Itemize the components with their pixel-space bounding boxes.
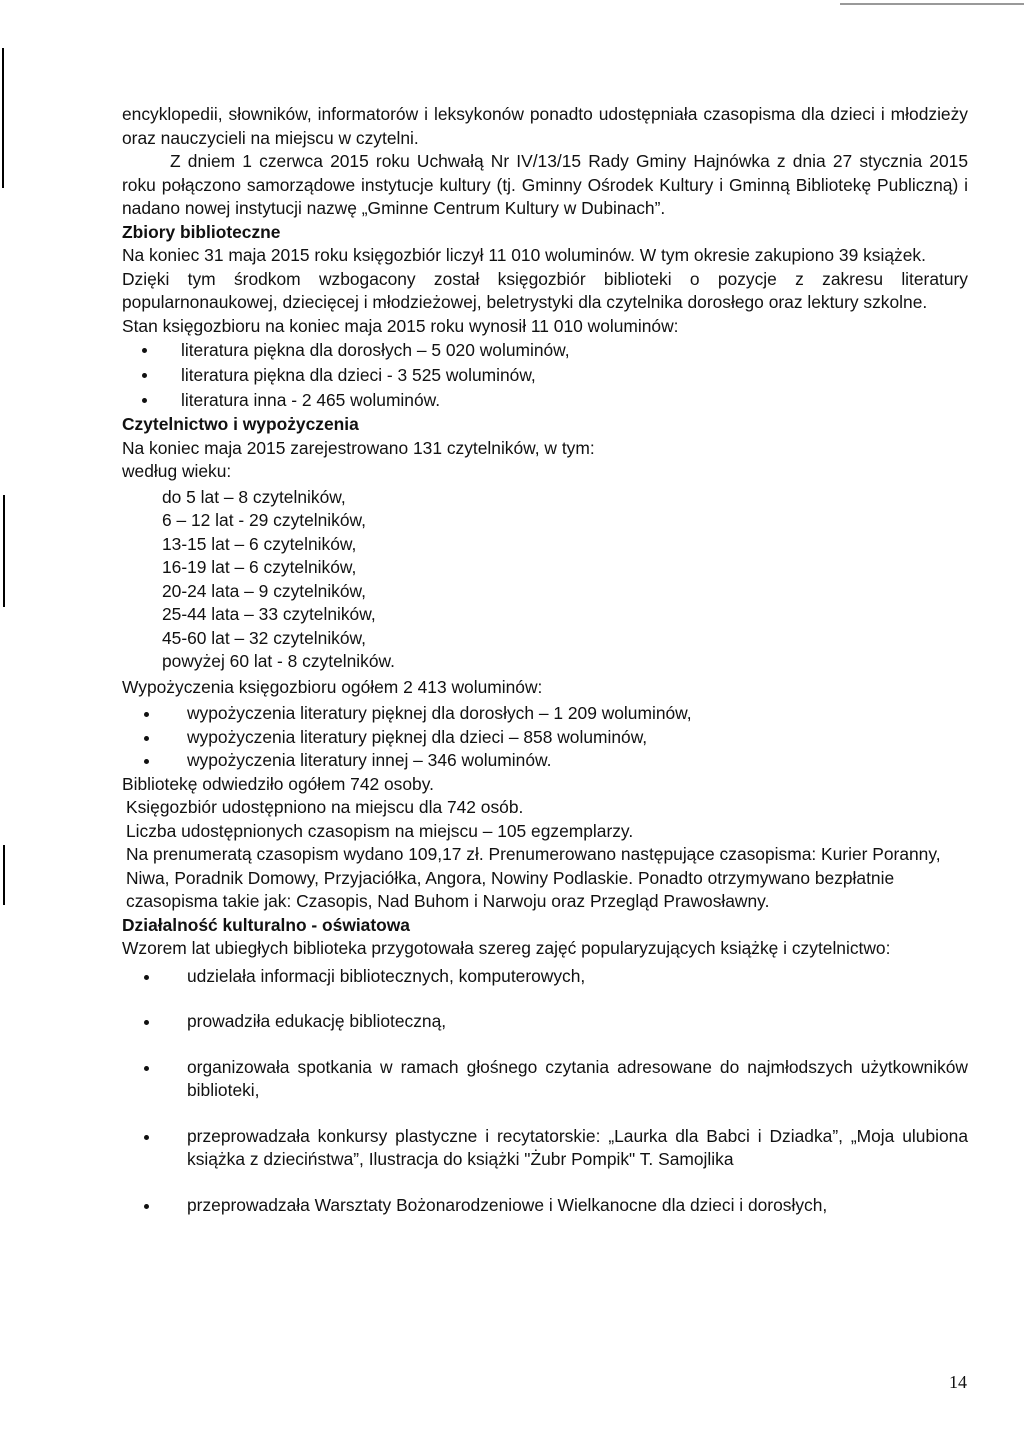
merger-paragraph: Z dniem 1 czerwca 2015 roku Uchwałą Nr IV/13/15 Rady Gminy Hajnówka z dnia 27 stycznia 2015 roku połączono samorządowe instytucje kultury (tj. Gminny Ośrodek Kultury i Gminną Bibliotekę Publiczną) i nadano nowej instytucji nazwę „Gminne Centrum Kultury w Dubinach”. — [122, 151, 968, 218]
list-item: wypożyczenia literatury pięknej dla dzieci – 858 woluminów, — [138, 726, 968, 750]
scan-edge-line-top — [840, 3, 1024, 5]
scan-edge-line-left-3 — [3, 845, 5, 905]
list-item: Liczba udostępnionych czasopism na miejscu – 105 egzemplarzy. — [126, 820, 634, 841]
intro-paragraph: encyklopedii, słowników, informatorów i leksykonów ponadto udostępniała czasopisma dla dzieci i młodzieży oraz nauczycieli na miejscu w czytelni. — [122, 104, 968, 148]
list-item: literatura inna - 2 465 woluminów. — [136, 388, 968, 413]
heading-collections: Zbiory biblioteczne — [122, 221, 281, 242]
statistics-list — [122, 773, 968, 914]
document-page — [122, 103, 968, 1239]
list-item: 6 – 12 lat - 29 czytelników, — [162, 510, 366, 530]
readers-paragraph-1: Na koniec maja 2015 zarejestrowano 131 czytelników, w tym: — [122, 437, 595, 458]
list-item: powyżej 60 lat - 8 czytelników. — [162, 651, 395, 671]
list-item: prowadziła edukację biblioteczną, — [138, 1010, 968, 1034]
collections-paragraph-3: Stan księgozbioru na koniec maja 2015 roku wynosił 11 010 woluminów: — [122, 315, 679, 336]
readers-paragraph-3: Wypożyczenia księgozbioru ogółem 2 413 woluminów: — [122, 676, 543, 697]
culture-bullet-list — [122, 965, 968, 1218]
culture-paragraph-1: Wzorem lat ubiegłych biblioteka przygotowała szereg zajęć popularyzujących książkę i czytelnictwo: — [122, 938, 891, 958]
scan-edge-line-left-2 — [3, 495, 5, 607]
list-item: do 5 lat – 8 czytelników, — [162, 486, 346, 507]
scan-edge-line-left-1 — [2, 48, 4, 188]
heading-culture: Działalność kulturalno - oświatowa — [122, 914, 410, 935]
list-item: 16-19 lat – 6 czytelników, — [162, 557, 357, 577]
list-item: literatura piękna dla dorosłych – 5 020 woluminów, — [136, 338, 968, 363]
list-item: 20-24 lata – 9 czytelników, — [162, 580, 366, 601]
loans-bullet-list — [122, 702, 968, 773]
list-item: organizowała spotkania w ramach głośnego czytania adresowane do najmłodszych użytkowników biblioteki, — [138, 1056, 968, 1103]
age-breakdown-list — [162, 486, 968, 674]
page-number: 14 — [949, 1372, 967, 1392]
list-item: udzielała informacji bibliotecznych, komputerowych, — [138, 965, 968, 989]
list-item: 13-15 lat – 6 czytelników, — [162, 533, 357, 554]
list-item: przeprowadzała konkursy plastyczne i recytatorskie: „Laurka dla Babci i Dziadka”, „Moja ulubiona książka z dzieciństwa”, Ilustracja do książki "Żubr Pompik" T. Samojlika — [138, 1125, 968, 1172]
list-item: 45-60 lat – 32 czytelników, — [162, 627, 366, 648]
readers-paragraph-2: według wieku: — [122, 461, 232, 481]
collections-paragraph-2: Dzięki tym środkom wzbogacony został księgozbiór biblioteki o pozycje z zakresu literatury popularnonaukowej, dziecięcej i młodzieżowej, beletrystyki dla czytelnika dorosłego oraz lektury szkolne. — [122, 268, 968, 312]
list-item: literatura piękna dla dzieci - 3 525 woluminów, — [136, 363, 968, 388]
list-item: Księgozbiór udostępniono na miejscu dla 742 osób. — [126, 797, 524, 817]
list-item: Na prenumeratą czasopism wydano 109,17 zł. Prenumerowano następujące czasopisma: Kurier Poranny, Niwa, Poradnik Domowy, Przyjaciółka, Angora, Nowiny Podlaskie. Ponadto otrzymywano bezpłatnie czasopisma takie jak: Czasopis, Nad Buhom i Narwoju oraz Przegląd Prawosławny. — [126, 844, 941, 911]
heading-readers: Czytelnictwo i wypożyczenia — [122, 414, 359, 434]
list-item: przeprowadzała Warsztaty Bożonarodzeniowe i Wielkanocne dla dzieci i dorosłych, — [138, 1194, 968, 1218]
collections-paragraph-1: Na koniec 31 maja 2015 roku księgozbiór liczył 11 010 woluminów. W tym okresie zakupiono 39 książek. — [122, 245, 926, 265]
list-item: Bibliotekę odwiedziło ogółem 742 osoby. — [122, 773, 434, 794]
list-item: wypożyczenia literatury innej – 346 woluminów. — [138, 749, 968, 773]
list-item: wypożyczenia literatury pięknej dla dorosłych – 1 209 woluminów, — [138, 702, 968, 726]
list-item: 25-44 lata – 33 czytelników, — [162, 604, 376, 624]
collections-bullet-list — [122, 338, 968, 413]
